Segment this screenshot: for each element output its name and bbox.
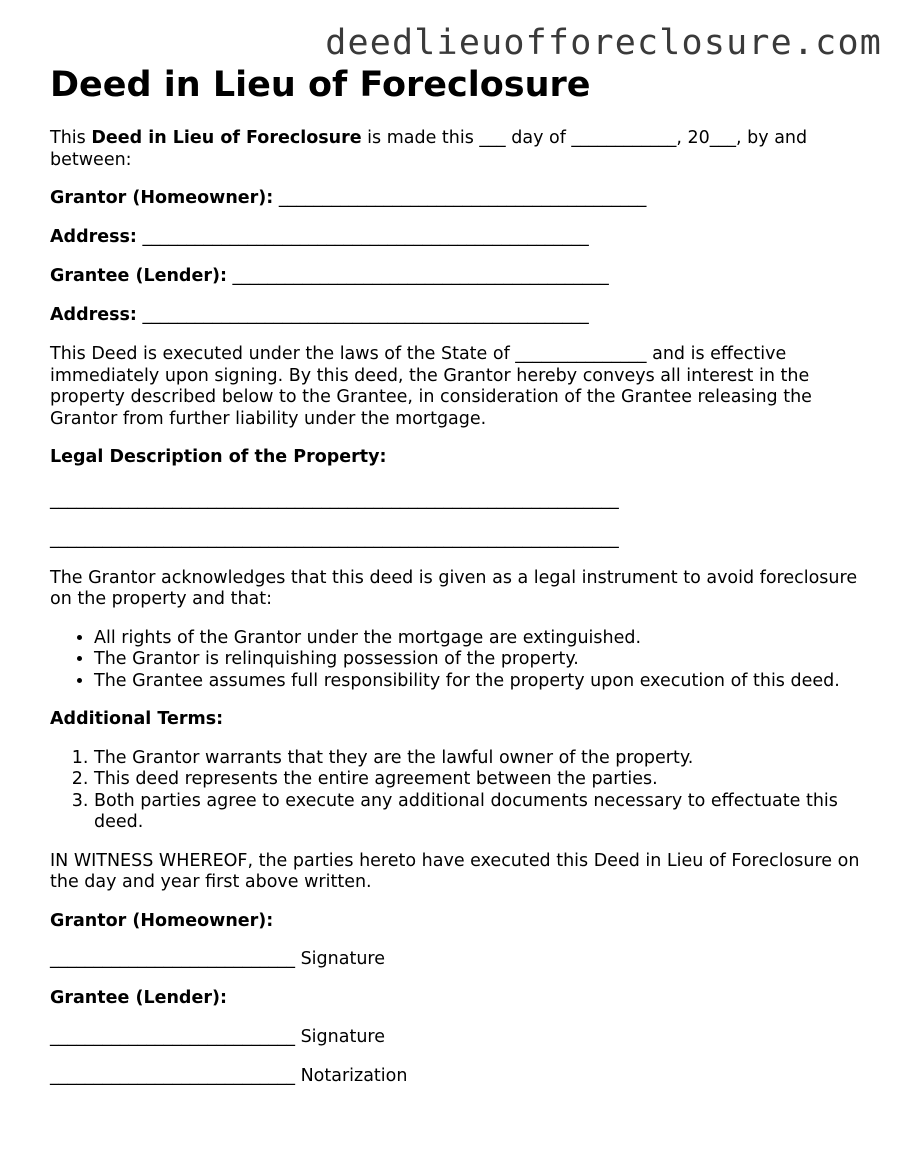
- list-item: 3. Both parties agree to execute any additional documents necessary to effectuate this deed.: [94, 791, 860, 834]
- watermark: deedlieuofforeclosure.com: [325, 23, 882, 63]
- grantor-signature-label: Signature: [300, 949, 386, 969]
- acknowledgement-paragraph: The Grantor acknowledges that this deed is given as a legal instrument to avoid foreclosure on the property and that:: [50, 567, 858, 609]
- grantee-signature-line: ____________________________: [50, 1026, 295, 1047]
- grantor-address-label: Address:: [50, 227, 137, 247]
- legal-description-line: _________________________________________________________________: [50, 528, 619, 549]
- grantor-field: [50, 188, 860, 210]
- notarization-line: ____________________________: [50, 1065, 295, 1086]
- additional-terms-heading: Additional Terms:: [50, 709, 224, 729]
- legal-description-heading: Legal Description of the Property:: [50, 447, 387, 467]
- additional-terms-list: [50, 748, 860, 834]
- grantee-address-field: [50, 305, 860, 327]
- document-title: Deed in Lieu of Foreclosure: [50, 65, 591, 105]
- list-item: • The Grantor is relinquishing possession of the property.: [94, 649, 860, 671]
- list-item: 1. The Grantor warrants that they are the lawful owner of the property.: [94, 748, 860, 770]
- grantee-blank: ___________________________________________: [232, 266, 609, 286]
- list-item: • All rights of the Grantor under the mortgage are extinguished.: [94, 628, 860, 650]
- grantee-signature-heading: Grantee (Lender):: [50, 988, 227, 1008]
- notarization-row: [50, 1066, 860, 1088]
- list-item: • The Grantee assumes full responsibility for the property upon execution of this deed.: [94, 671, 860, 693]
- grantor-signature-heading: Grantor (Homeowner):: [50, 910, 274, 931]
- document-page: [50, 64, 860, 1105]
- intro-paragraph: [50, 128, 860, 171]
- list-item: 2. This deed represents the entire agreement between the parties.: [94, 769, 860, 791]
- grantee-address-label: Address:: [50, 305, 137, 325]
- grantor-blank: __________________________________________: [278, 188, 647, 208]
- grantor-address-field: [50, 227, 860, 249]
- grantee-field: [50, 266, 860, 288]
- grantee-signature-label: Signature: [300, 1026, 386, 1047]
- grantor-label: Grantor (Homeowner):: [50, 188, 274, 208]
- intro-prefix: This: [50, 128, 92, 148]
- intro-bold: Deed in Lieu of Foreclosure: [91, 128, 362, 148]
- witness-paragraph: IN WITNESS WHEREOF, the parties hereto have executed this Deed in Lieu of Foreclosure on the day and year first above written.: [50, 850, 860, 892]
- grantee-signature-row: [50, 1027, 860, 1049]
- grantor-signature-row: [50, 949, 860, 971]
- notarization-label: Notarization: [300, 1065, 408, 1086]
- legal-description-line: _________________________________________________________________: [50, 489, 619, 510]
- acknowledgement-list: [50, 628, 860, 693]
- grantee-label: Grantee (Lender):: [50, 266, 227, 286]
- intro-suffix: is made this ___ day of ____________, 20___, by and between:: [50, 128, 808, 170]
- laws-paragraph: This Deed is executed under the laws of the State of _______________ and is effective immediately upon signing. By this deed, the Grantor hereby conveys all interest in the property described below to the Grantee, in consideration of the Grantee releasing the Grantor from further liability under the mortgage.: [50, 344, 812, 429]
- grantor-signature-line: ____________________________: [50, 949, 295, 969]
- grantor-address-blank: ___________________________________________________: [142, 227, 589, 247]
- grantee-address-blank: ___________________________________________________: [142, 305, 589, 325]
